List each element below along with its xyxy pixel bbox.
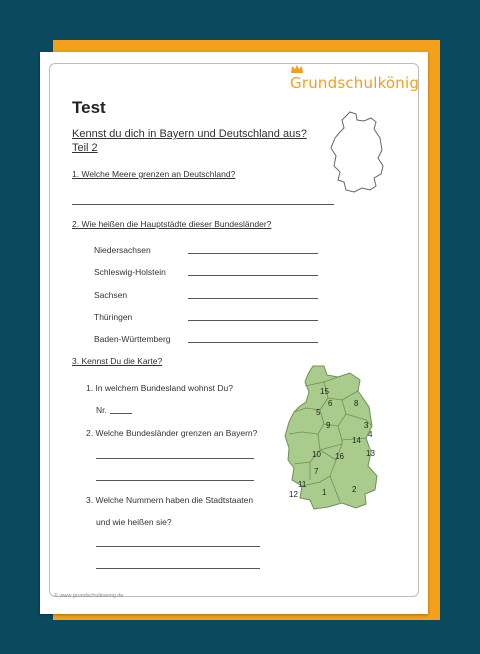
state-schleswig-holstein: Schleswig-Holstein (94, 267, 166, 277)
question-3: 3. Kennst Du die Karte? (72, 356, 163, 366)
question-3-3-line-1: 3. Welche Nummern haben die Stadtstaaten (86, 495, 254, 505)
germany-outline-map (326, 110, 390, 194)
page-title: Test (72, 98, 106, 117)
brand-logo: Grundschulkönig (290, 74, 420, 92)
map-label-10: 10 (312, 450, 321, 459)
map-label-5: 5 (316, 408, 321, 417)
nr-label: Nr. (96, 405, 107, 415)
map-label-14: 14 (352, 436, 361, 445)
question-2: 2. Wie heißen die Hauptstädte dieser Bundesländer? (72, 219, 272, 229)
map-label-12: 12 (289, 490, 298, 499)
answer-line-q3-2-b[interactable] (96, 480, 254, 481)
map-label-4: 4 (368, 430, 373, 439)
question-3-2: 2. Welche Bundesländer grenzen an Bayern? (86, 428, 258, 438)
answer-line-q3-2-a[interactable] (96, 458, 254, 459)
state-niedersachsen: Niedersachsen (94, 245, 151, 255)
answer-line-q1[interactable] (72, 204, 334, 205)
crown-icon (291, 65, 303, 73)
subtitle-line-1: Kennst du dich in Bayern und Deutschland aus? (72, 128, 307, 140)
answer-line-niedersachsen[interactable] (188, 253, 318, 254)
map-label-1: 1 (322, 488, 327, 497)
page-subtitle (72, 127, 307, 155)
map-label-9: 9 (326, 421, 331, 430)
state-baden-wuerttemberg: Baden-Württemberg (94, 334, 171, 344)
worksheet-page (40, 52, 428, 614)
footer-copyright: © www.grundschulkoenig.de (54, 593, 124, 599)
answer-line-thueringen[interactable] (188, 320, 318, 321)
map-label-6: 6 (328, 399, 333, 408)
state-thueringen: Thüringen (94, 312, 133, 322)
map-label-2: 2 (352, 485, 357, 494)
answer-line-q3-3-a[interactable] (96, 546, 260, 547)
germany-states-map (280, 364, 384, 510)
state-sachsen: Sachsen (94, 290, 128, 300)
map-label-7: 7 (314, 467, 319, 476)
map-label-13: 13 (366, 449, 375, 458)
answer-line-q3-3-b[interactable] (96, 568, 260, 569)
question-3-3-line-2: und wie heißen sie? (96, 517, 172, 527)
answer-line-nr[interactable] (110, 413, 132, 414)
map-label-15: 15 (320, 387, 329, 396)
answer-line-sachsen[interactable] (188, 298, 318, 299)
map-label-11: 11 (298, 480, 307, 489)
map-label-3: 3 (364, 421, 369, 430)
subtitle-line-2: Teil 2 (72, 142, 98, 154)
answer-line-baden-wuerttemberg[interactable] (188, 342, 318, 343)
map-label-16: 16 (335, 452, 344, 461)
question-3-1: 1. In welchem Bundesland wohnst Du? (86, 383, 233, 393)
question-1: 1. Welche Meere grenzen an Deutschland? (72, 169, 236, 179)
map-label-8: 8 (354, 399, 359, 408)
answer-line-schleswig-holstein[interactable] (188, 275, 318, 276)
